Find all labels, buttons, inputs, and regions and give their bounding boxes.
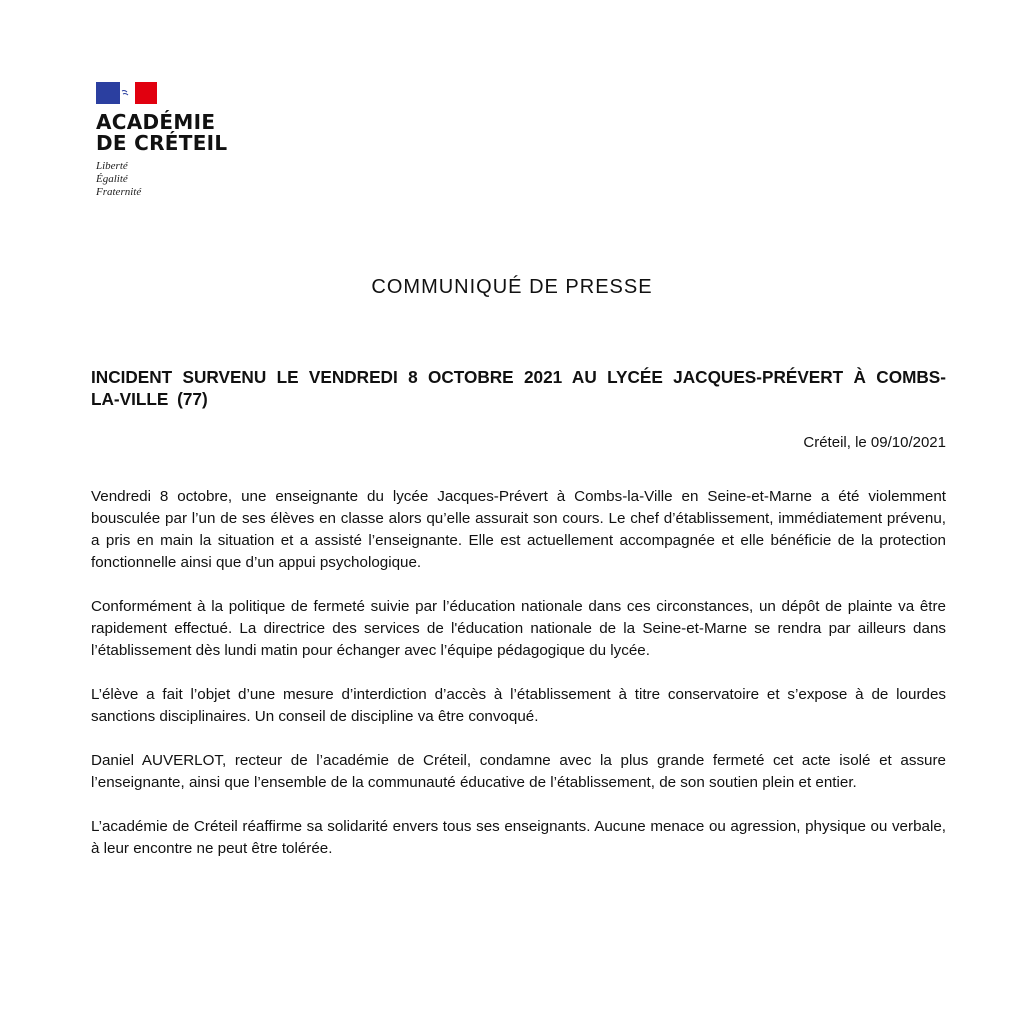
academie-name-line1: ACADÉMIE bbox=[96, 110, 216, 134]
republic-motto bbox=[96, 160, 246, 199]
motto-fraternite: Fraternité bbox=[96, 186, 142, 198]
document-type-title: COMMUNIQUÉ DE PRESSE bbox=[371, 276, 653, 298]
body-paragraph-3: L’élève a fait l’objet d’une mesure d’interdiction d’accès à l’établissement à titre conservatoire et s’expose à de lourdes sanctions disciplinaires. Un conseil de discipline va être convoqué. bbox=[91, 686, 946, 725]
motto-egalite: Égalité bbox=[96, 173, 128, 185]
motto-liberte: Liberté bbox=[96, 160, 128, 172]
body-paragraph-5: L’académie de Créteil réaffirme sa solidarité envers tous ses enseignants. Aucune menace ou agression, physique ou verbale, à leur encontre ne peut être tolérée. bbox=[91, 818, 946, 857]
press-release-body bbox=[91, 486, 946, 882]
body-paragraph-4: Daniel AUVERLOT, recteur de l’académie de Créteil, condamne avec la plus grande fermeté cet acte isolé et assure l’enseignante, ainsi que l’ensemble de la communauté éducative de l’établissement, de son soutien plein et entier. bbox=[91, 752, 946, 791]
academie-logo bbox=[96, 82, 246, 199]
press-release-headline: INCIDENT SURVENU LE VENDREDI 8 OCTOBRE 2021 AU LYCÉE JACQUES-PRÉVERT À COMBS-LA-VILLE (77) bbox=[91, 367, 946, 409]
flag-blue-band bbox=[96, 82, 122, 104]
body-paragraph-1: Vendredi 8 octobre, une enseignante du lycée Jacques-Prévert à Combs-la-Ville en Seine-et-Marne a été violemment bousculée par l’un de ses élèves en classe alors qu’elle assurait son cours. Le chef d’établissement, immédiatement prévenu, a pris en main la situation et a assisté l’enseignante. Elle est actuellement accompagnée et elle bénéficie de la protection fonctionnelle ainsi que d’un appui psychologique. bbox=[91, 488, 946, 571]
academie-name-line2: DE CRÉTEIL bbox=[96, 131, 228, 155]
body-paragraph-2: Conformément à la politique de fermeté suivie par l’éducation nationale dans ces circonstances, un dépôt de plainte va être rapidement effectué. La directrice des services de l'éducation nationale de la Seine-et-Marne se rendra par ailleurs dans l’établissement dès lundi matin pour échanger avec l’équipe pédagogique du lycée. bbox=[91, 598, 946, 659]
marianne-flag-icon bbox=[96, 82, 157, 104]
academie-name bbox=[96, 112, 246, 154]
flag-red-band bbox=[135, 82, 157, 104]
place-and-date: Créteil, le 09/10/2021 bbox=[803, 434, 946, 451]
